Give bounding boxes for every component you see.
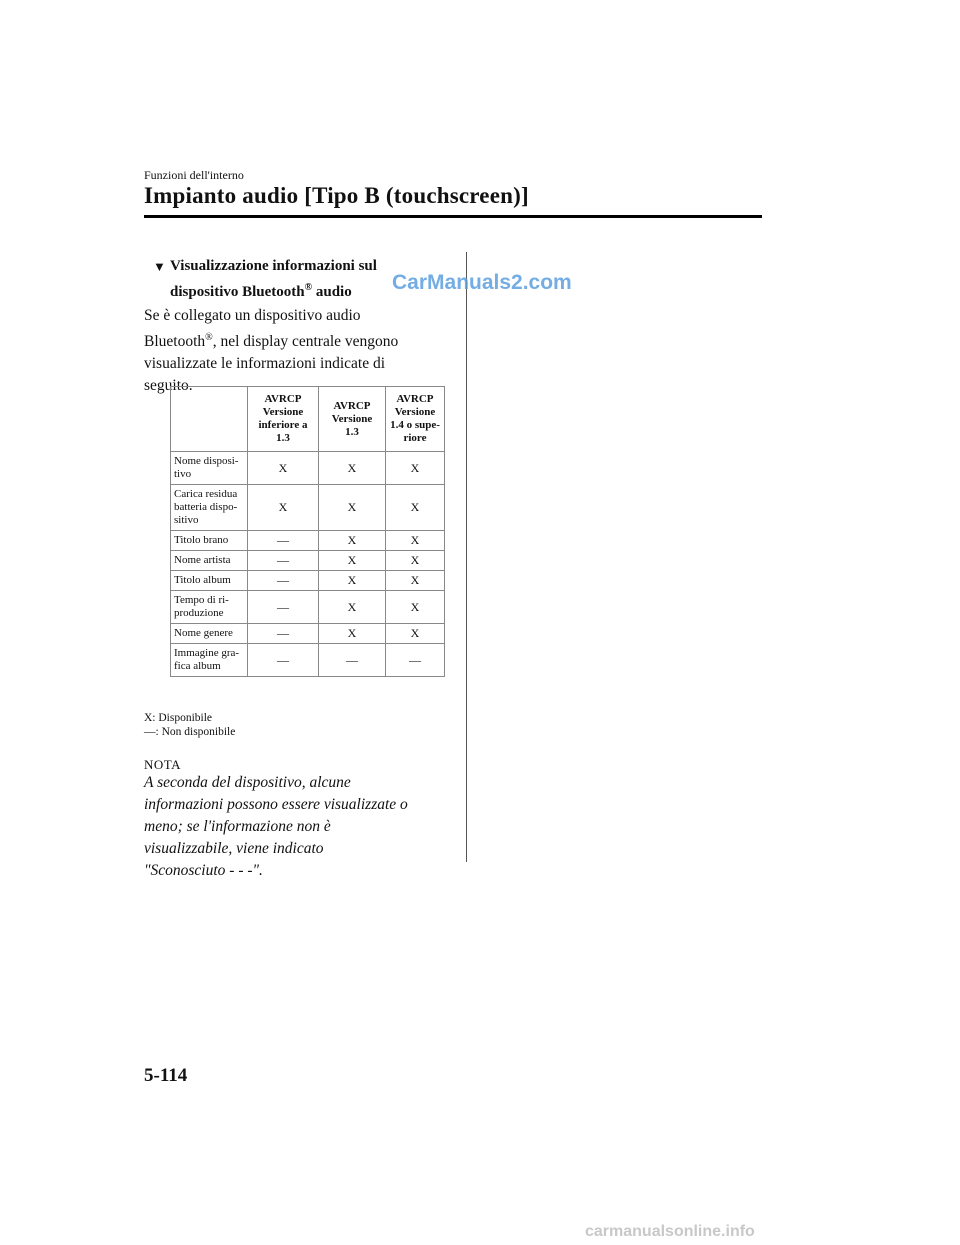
table-cell: X <box>319 571 386 591</box>
table-cell: X <box>319 531 386 551</box>
table-row <box>171 452 445 485</box>
table-cell: X <box>319 551 386 571</box>
subheading-line2: dispositivo Bluetooth <box>170 284 305 300</box>
header-cell: AVRCP Versione 1.3 <box>319 387 386 452</box>
watermark-logo: CarManuals2.com <box>392 271 572 294</box>
header-empty-cell <box>171 387 248 452</box>
note-line: meno; se l'informazione non è <box>144 818 331 835</box>
table-cell: X <box>386 531 445 551</box>
table-cell: — <box>386 644 445 677</box>
table-cell: — <box>248 591 319 624</box>
note-line: A seconda del dispositivo, alcune <box>144 774 351 791</box>
table-row <box>171 644 445 677</box>
row-label: Nome disposi- tivo <box>171 452 248 485</box>
table-cell: — <box>248 644 319 677</box>
header-rule <box>144 215 762 218</box>
table-cell: X <box>386 452 445 485</box>
registered-mark: ® <box>304 282 313 293</box>
header-cell: AVRCP Versione inferiore a 1.3 <box>248 387 319 452</box>
table-row <box>171 485 445 531</box>
footer-watermark: carmanualsonline.info <box>585 1223 755 1240</box>
legend-available: X: Disponibile <box>144 712 213 724</box>
table-cell: X <box>319 624 386 644</box>
table-cell: — <box>248 551 319 571</box>
table-cell: X <box>319 452 386 485</box>
page-number: 5-114 <box>144 1065 188 1086</box>
section-label: Funzioni dell'interno <box>144 168 244 182</box>
intro-line: Se è collegato un dispositivo audio <box>144 307 361 324</box>
legend-unavailable: —: Non disponibile <box>144 726 236 738</box>
table-cell: X <box>386 551 445 571</box>
triangle-marker-icon: ▼ <box>153 259 166 274</box>
table-cell: X <box>386 624 445 644</box>
intro-line: , nel display centrale vengono <box>212 333 399 351</box>
note-line: "Sconosciuto - - -". <box>144 862 263 879</box>
table-legend <box>144 711 235 739</box>
note-line: informazioni possono essere visualizzate o <box>144 796 408 813</box>
subheading-line2-end: audio <box>312 284 352 300</box>
table-row <box>171 571 445 591</box>
table-cell: — <box>248 624 319 644</box>
table-cell: X <box>319 591 386 624</box>
table-cell: X <box>386 485 445 531</box>
table-cell: X <box>248 452 319 485</box>
features-table <box>170 386 445 677</box>
row-label: Titolo album <box>171 571 248 591</box>
registered-mark: ® <box>205 332 213 343</box>
row-label: Nome genere <box>171 624 248 644</box>
row-label: Carica residua batteria dispo- sitivo <box>171 485 248 531</box>
table-cell: X <box>319 485 386 531</box>
row-label: Immagine gra- fica album <box>171 644 248 677</box>
row-label: Tempo di ri- produzione <box>171 591 248 624</box>
chapter-title: Impianto audio [Tipo B (touchscreen)] <box>144 183 529 208</box>
table-cell: X <box>386 591 445 624</box>
intro-line: Bluetooth <box>144 333 206 351</box>
table-row <box>171 551 445 571</box>
table-cell: X <box>248 485 319 531</box>
intro-line: visualizzate le informazioni indicate di <box>144 355 386 373</box>
header-cell: AVRCP Versione 1.4 o supe- riore <box>386 387 445 452</box>
note-body <box>144 772 444 882</box>
table-row <box>171 591 445 624</box>
note-line: visualizzabile, viene indicato <box>144 840 324 857</box>
note-heading: NOTA <box>144 757 182 772</box>
table-row <box>171 624 445 644</box>
table-cell: X <box>386 571 445 591</box>
subheading-line1: Visualizzazione informazioni sul <box>170 258 377 274</box>
intro-line: seguito. <box>144 377 193 395</box>
table-header-row <box>171 387 445 452</box>
row-label: Nome artista <box>171 551 248 571</box>
table-cell: — <box>248 531 319 551</box>
table-cell: — <box>319 644 386 677</box>
column-divider <box>466 252 467 862</box>
table-row <box>171 531 445 551</box>
row-label: Titolo brano <box>171 531 248 551</box>
intro-paragraph <box>144 305 450 397</box>
table-cell: — <box>248 571 319 591</box>
